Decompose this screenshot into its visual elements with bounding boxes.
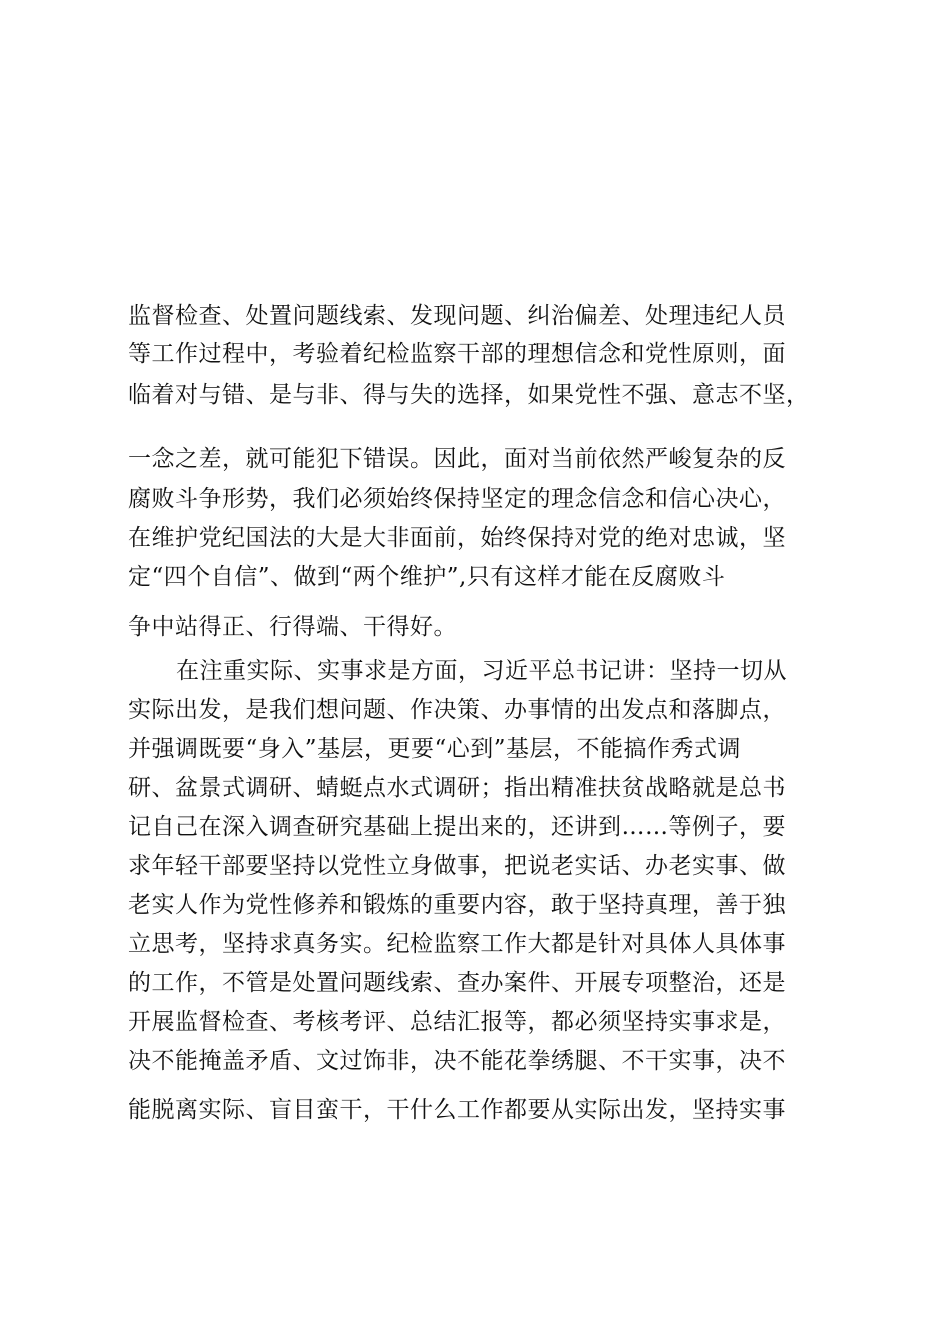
text-line-7: 定“四个自信”、做到“两个维护”,只有这样才能在反腐败斗 (128, 564, 726, 590)
text-line-19: 决不能掩盖矛盾、文过饰非，决不能花拳绣腿、不干实事，决不 (128, 1048, 786, 1074)
text-line-6: 在维护党纪国法的大是大非面前，始终保持对党的绝对忠诚，坚 (128, 525, 786, 551)
text-line-11: 并强调既要“身入”基层，更要“心到”基层，不能搞作秀式调 (128, 736, 742, 762)
text-line-12: 研、盆景式调研、蜻蜓点水式调研；指出精准扶贫战略就是总书 (128, 775, 786, 801)
text-line-20: 能脱离实际、盲目蛮干，干什么工作都要从实际出发，坚持实事 (128, 1097, 786, 1123)
text-line-13: 记自己在深入调查研究基础上提出来的，还讲到……等例子，要 (128, 814, 786, 840)
text-line-18: 开展监督检查、考核考评、总结汇报等，都必须坚持实事求是， (128, 1009, 786, 1035)
text-line-5: 腐败斗争形势，我们必须始终保持坚定的理念信念和信心决心， (128, 486, 786, 512)
text-line-17: 的工作，不管是处置问题线索、查办案件、开展专项整治，还是 (128, 970, 786, 996)
text-line-8: 争中站得正、行得端、干得好。 (128, 614, 457, 640)
text-line-2: 等工作过程中，考验着纪检监察干部的理想信念和党性原则，面 (128, 341, 786, 367)
text-line-16: 立思考，坚持求真务实。纪检监察工作大都是针对具体人具体事 (128, 931, 786, 957)
text-line-4: 一念之差，就可能犯下错误。因此，面对当前依然严峻复杂的反 (128, 446, 786, 472)
text-line-15: 老实人作为党性修养和锻炼的重要内容，敢于坚持真理，善于独 (128, 892, 786, 918)
text-line-1: 监督检查、处置问题线索、发现问题、纠治偏差、处理违纪人员 (128, 303, 786, 329)
paragraph-2-first-line: 在注重实际、实事求是方面，习近平总书记讲：坚持一切从 (176, 658, 787, 684)
text-line-3: 临着对与错、是与非、得与失的选择，如果党性不强、意志不坚， (128, 382, 810, 408)
text-line-10: 实际出发，是我们想问题、作决策、办事情的出发点和落脚点， (128, 697, 786, 723)
text-line-14: 求年轻干部要坚持以党性立身做事，把说老实话、办老实事、做 (128, 853, 786, 879)
